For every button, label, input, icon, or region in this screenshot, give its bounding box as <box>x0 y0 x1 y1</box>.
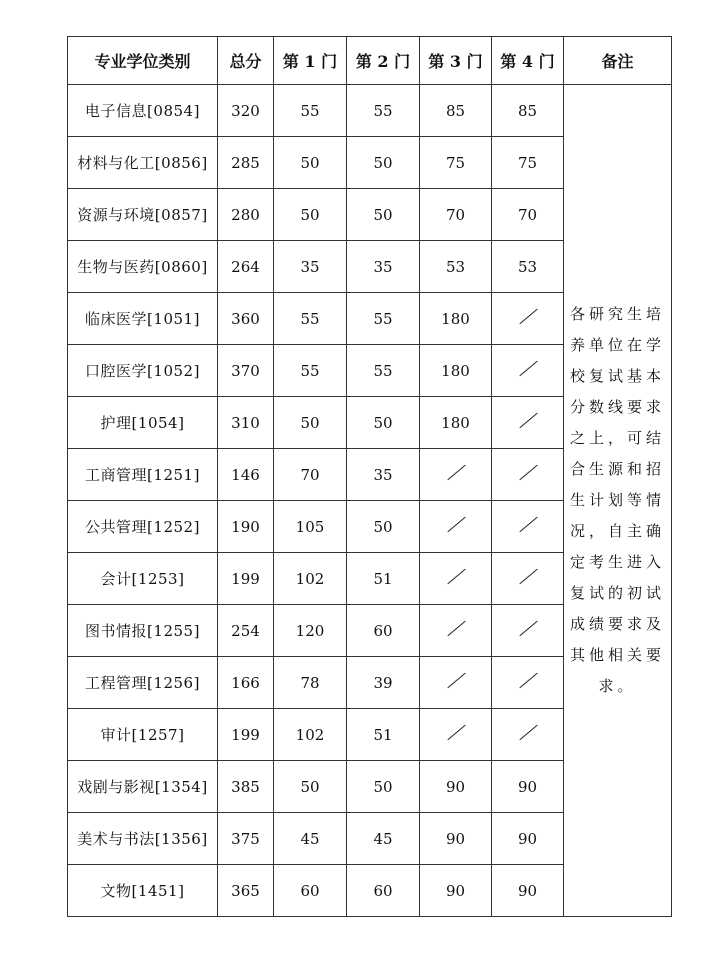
subject-1-cell: 120 <box>274 605 347 657</box>
subject-2-cell: 39 <box>347 657 420 709</box>
category-cell: 会计[1253] <box>68 553 218 605</box>
total-cell: 264 <box>218 241 274 293</box>
subject-1-cell: 102 <box>274 709 347 761</box>
subject-4-cell: 70 <box>492 189 564 241</box>
slash-mark <box>519 620 537 638</box>
slash-mark <box>447 516 465 534</box>
subject-2-cell: 60 <box>347 605 420 657</box>
total-cell: 199 <box>218 709 274 761</box>
total-cell: 375 <box>218 813 274 865</box>
total-cell: 360 <box>218 293 274 345</box>
total-cell: 190 <box>218 501 274 553</box>
subject-1-cell: 60 <box>274 865 347 917</box>
subject-2-cell: 50 <box>347 137 420 189</box>
total-cell: 365 <box>218 865 274 917</box>
subject-2-cell: 45 <box>347 813 420 865</box>
total-cell: 320 <box>218 85 274 137</box>
subject-2-cell: 51 <box>347 553 420 605</box>
subject-4-cell <box>492 709 564 761</box>
subject-1-cell: 50 <box>274 189 347 241</box>
total-cell: 254 <box>218 605 274 657</box>
slash-mark <box>519 412 537 430</box>
subject-3-cell: 180 <box>420 397 492 449</box>
category-cell: 资源与环境[0857] <box>68 189 218 241</box>
subject-2-cell: 55 <box>347 293 420 345</box>
category-cell: 美术与书法[1356] <box>68 813 218 865</box>
subject-2-cell: 35 <box>347 449 420 501</box>
subject-3-cell <box>420 553 492 605</box>
subject-3-cell <box>420 605 492 657</box>
subject-3-cell: 75 <box>420 137 492 189</box>
subject-1-cell: 78 <box>274 657 347 709</box>
subject-2-cell: 50 <box>347 501 420 553</box>
subject-1-cell: 105 <box>274 501 347 553</box>
total-cell: 285 <box>218 137 274 189</box>
slash-mark <box>447 620 465 638</box>
category-cell: 生物与医药[0860] <box>68 241 218 293</box>
category-cell: 工商管理[1251] <box>68 449 218 501</box>
slash-mark <box>519 516 537 534</box>
category-cell: 审计[1257] <box>68 709 218 761</box>
subject-4-cell: 90 <box>492 813 564 865</box>
subject-4-cell: 85 <box>492 85 564 137</box>
subject-4-cell: 53 <box>492 241 564 293</box>
subject-4-cell: 90 <box>492 865 564 917</box>
slash-mark <box>447 568 465 586</box>
subject-1-cell: 50 <box>274 137 347 189</box>
subject-3-cell <box>420 657 492 709</box>
subject-4-cell <box>492 293 564 345</box>
category-cell: 护理[1054] <box>68 397 218 449</box>
category-cell: 工程管理[1256] <box>68 657 218 709</box>
slash-mark <box>519 568 537 586</box>
category-cell: 电子信息[0854] <box>68 85 218 137</box>
subject-1-cell: 70 <box>274 449 347 501</box>
subject-1-cell: 55 <box>274 345 347 397</box>
subject-4-cell <box>492 501 564 553</box>
table-row <box>68 85 672 137</box>
subject-4-cell <box>492 657 564 709</box>
total-cell: 146 <box>218 449 274 501</box>
slash-mark <box>447 672 465 690</box>
score-table <box>67 36 672 917</box>
subject-4-cell <box>492 605 564 657</box>
subject-3-cell <box>420 501 492 553</box>
subject-2-cell: 51 <box>347 709 420 761</box>
header-subject-2: 第 2 门 <box>347 37 420 85</box>
slash-mark <box>519 464 537 482</box>
subject-3-cell: 90 <box>420 761 492 813</box>
category-cell: 公共管理[1252] <box>68 501 218 553</box>
header-category: 专业学位类别 <box>68 37 218 85</box>
subject-1-cell: 35 <box>274 241 347 293</box>
subject-1-cell: 102 <box>274 553 347 605</box>
header-row <box>68 37 672 85</box>
header-subject-3: 第 3 门 <box>420 37 492 85</box>
header-subject-1: 第 1 门 <box>274 37 347 85</box>
subject-3-cell: 90 <box>420 865 492 917</box>
header-subject-4: 第 4 门 <box>492 37 564 85</box>
slash-mark <box>519 360 537 378</box>
subject-3-cell: 180 <box>420 293 492 345</box>
slash-mark <box>519 724 537 742</box>
total-cell: 310 <box>218 397 274 449</box>
subject-4-cell: 75 <box>492 137 564 189</box>
subject-2-cell: 60 <box>347 865 420 917</box>
category-cell: 临床医学[1051] <box>68 293 218 345</box>
subject-4-cell <box>492 449 564 501</box>
subject-2-cell: 35 <box>347 241 420 293</box>
subject-4-cell <box>492 345 564 397</box>
category-cell: 口腔医学[1052] <box>68 345 218 397</box>
subject-3-cell <box>420 709 492 761</box>
subject-3-cell: 70 <box>420 189 492 241</box>
category-cell: 戏剧与影视[1354] <box>68 761 218 813</box>
total-cell: 370 <box>218 345 274 397</box>
slash-mark <box>447 464 465 482</box>
subject-2-cell: 50 <box>347 189 420 241</box>
subject-2-cell: 50 <box>347 397 420 449</box>
category-cell: 材料与化工[0856] <box>68 137 218 189</box>
category-cell: 图书情报[1255] <box>68 605 218 657</box>
header-remark: 备注 <box>564 37 672 85</box>
category-cell: 文物[1451] <box>68 865 218 917</box>
subject-2-cell: 55 <box>347 85 420 137</box>
remark-cell: 各研究生培养单位在学校复试基本分数线要求之上，可结合生源和招生计划等情况，自主确定考生进入复试的初试成绩要求及其他相关要求。 <box>564 85 672 917</box>
total-cell: 385 <box>218 761 274 813</box>
subject-3-cell: 53 <box>420 241 492 293</box>
subject-3-cell: 90 <box>420 813 492 865</box>
subject-1-cell: 50 <box>274 397 347 449</box>
subject-4-cell <box>492 553 564 605</box>
slash-mark <box>519 308 537 326</box>
subject-4-cell <box>492 397 564 449</box>
subject-1-cell: 45 <box>274 813 347 865</box>
subject-3-cell <box>420 449 492 501</box>
total-cell: 280 <box>218 189 274 241</box>
slash-mark <box>519 672 537 690</box>
subject-1-cell: 55 <box>274 293 347 345</box>
slash-mark <box>447 724 465 742</box>
subject-4-cell: 90 <box>492 761 564 813</box>
header-total: 总分 <box>218 37 274 85</box>
total-cell: 199 <box>218 553 274 605</box>
subject-2-cell: 50 <box>347 761 420 813</box>
subject-1-cell: 55 <box>274 85 347 137</box>
subject-2-cell: 55 <box>347 345 420 397</box>
subject-3-cell: 180 <box>420 345 492 397</box>
subject-1-cell: 50 <box>274 761 347 813</box>
subject-3-cell: 85 <box>420 85 492 137</box>
total-cell: 166 <box>218 657 274 709</box>
